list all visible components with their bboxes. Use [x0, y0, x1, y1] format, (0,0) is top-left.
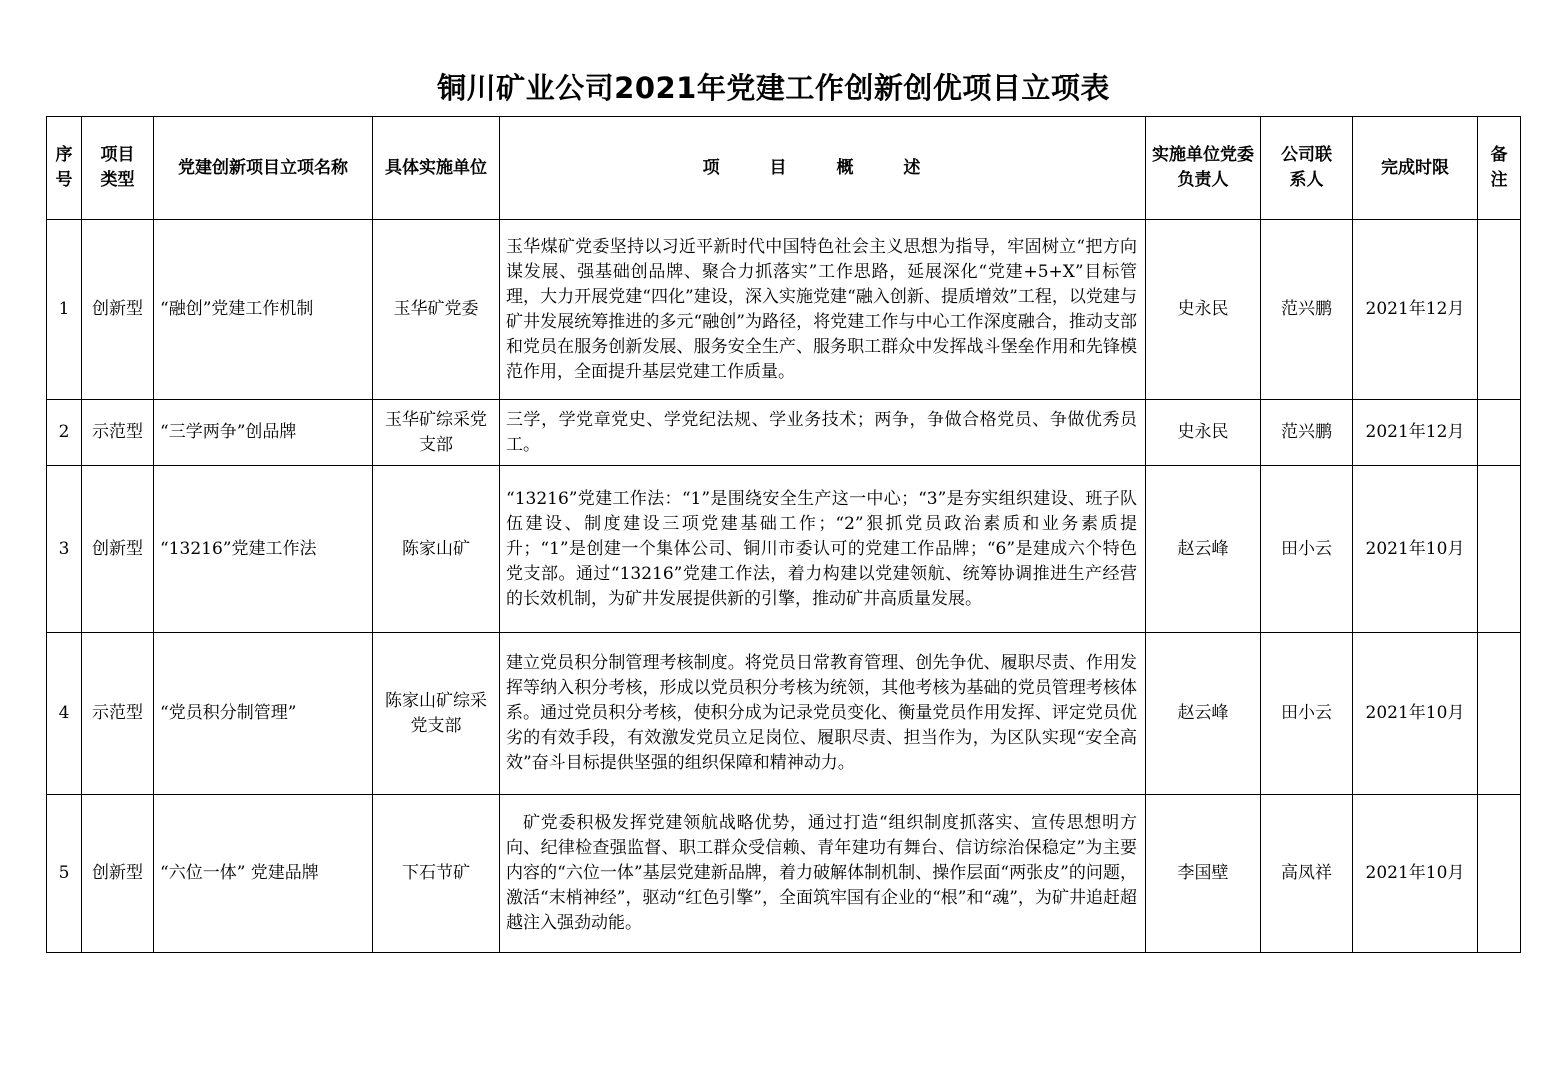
- table-row: [47, 795, 1521, 953]
- row-name: “融创”党建工作机制: [154, 220, 373, 400]
- row-contact: 范兴鹏: [1261, 400, 1353, 466]
- row-type: 创新型: [82, 795, 154, 953]
- row-summary: 矿党委积极发挥党建领航战略优势，通过打造“组织制度抓落实、宣传思想明方向、纪律检查强监督、职工群众受信赖、青年建功有舞台、信访综治保稳定”为主要内容的“六位一体”基层党建新品牌，着力破解体制机制、操作层面“两张皮”的问题，激活“末梢神经”，驱动“红色引擎”，全面筑牢国有企业的“根”和“魂”，为矿井追赶超越注入强劲动能。: [500, 795, 1146, 953]
- header-contact: 公司联系人: [1261, 117, 1353, 220]
- row-remark: [1478, 220, 1521, 400]
- row-seq: 4: [47, 633, 82, 795]
- row-unit: 陈家山矿综采党支部: [373, 633, 500, 795]
- row-unit: 玉华矿综采党支部: [373, 400, 500, 466]
- row-contact: 田小云: [1261, 633, 1353, 795]
- header-name: 党建创新项目立项名称: [154, 117, 373, 220]
- row-leader: 赵云峰: [1146, 466, 1261, 633]
- header-unit: 具体实施单位: [373, 117, 500, 220]
- row-remark: [1478, 795, 1521, 953]
- row-deadline: 2021年10月: [1353, 633, 1478, 795]
- row-name: “六位一体” 党建品牌: [154, 795, 373, 953]
- row-seq: 1: [47, 220, 82, 400]
- row-seq: 5: [47, 795, 82, 953]
- header-type: 项目类型: [82, 117, 154, 220]
- header-seq: 序号: [47, 117, 82, 220]
- row-leader: 赵云峰: [1146, 633, 1261, 795]
- header-summary: 项 目 概 述: [500, 117, 1146, 220]
- page-title: 铜川矿业公司2021年党建工作创新创优项目立项表: [437, 71, 1110, 105]
- row-name: “三学两争”创品牌: [154, 400, 373, 466]
- row-seq: 3: [47, 466, 82, 633]
- row-name: “党员积分制管理”: [154, 633, 373, 795]
- row-contact: 高凤祥: [1261, 795, 1353, 953]
- row-unit: 下石节矿: [373, 795, 500, 953]
- header-row: [47, 117, 1521, 220]
- row-summary: 建立党员积分制管理考核制度。将党员日常教育管理、创先争优、履职尽责、作用发挥等纳入积分考核，形成以党员积分考核为统领，其他考核为基础的党员管理考核体系。通过党员积分考核，使积分成为记录党员变化、衡量党员作用发挥、评定党员优劣的有效手段，有效激发党员立足岗位、履职尽责、担当作为，为区队实现“安全高效”奋斗目标提供坚强的组织保障和精神动力。: [500, 633, 1146, 795]
- row-unit: 玉华矿党委: [373, 220, 500, 400]
- header-remark: 备注: [1478, 117, 1521, 220]
- row-name: “13216”党建工作法: [154, 466, 373, 633]
- table-row: [47, 220, 1521, 400]
- row-deadline: 2021年12月: [1353, 400, 1478, 466]
- row-contact: 田小云: [1261, 466, 1353, 633]
- row-summary: “13216”党建工作法：“1”是围绕安全生产这一中心；“3”是夯实组织建设、班子队伍建设、制度建设三项党建基础工作；“2”狠抓党员政治素质和业务素质提升；“1”是创建一个集体公司、铜川市委认可的党建工作品牌；“6”是建成六个特色党支部。通过“13216”党建工作法，着力构建以党建领航、统筹协调推进生产经营的长效机制，为矿井发展提供新的引擎，推动矿井高质量发展。: [500, 466, 1146, 633]
- row-leader: 李国壁: [1146, 795, 1261, 953]
- header-deadline: 完成时限: [1353, 117, 1478, 220]
- header-leader: 实施单位党委负责人: [1146, 117, 1261, 220]
- table-row: [47, 400, 1521, 466]
- row-unit: 陈家山矿: [373, 466, 500, 633]
- row-type: 示范型: [82, 633, 154, 795]
- project-table: [46, 116, 1521, 953]
- row-summary: 三学，学党章党史、学党纪法规、学业务技术；两争，争做合格党员、争做优秀员工。: [500, 400, 1146, 466]
- row-deadline: 2021年10月: [1353, 466, 1478, 633]
- row-leader: 史永民: [1146, 220, 1261, 400]
- row-type: 创新型: [82, 466, 154, 633]
- row-type: 示范型: [82, 400, 154, 466]
- row-remark: [1478, 466, 1521, 633]
- row-seq: 2: [47, 400, 82, 466]
- row-leader: 史永民: [1146, 400, 1261, 466]
- row-deadline: 2021年10月: [1353, 795, 1478, 953]
- table-row: [47, 633, 1521, 795]
- row-contact: 范兴鹏: [1261, 220, 1353, 400]
- table-row: [47, 466, 1521, 633]
- row-remark: [1478, 633, 1521, 795]
- row-type: 创新型: [82, 220, 154, 400]
- row-summary: 玉华煤矿党委坚持以习近平新时代中国特色社会主义思想为指导，牢固树立“把方向谋发展、强基础创品牌、聚合力抓落实”工作思路，延展深化“党建+5+X”目标管理，大力开展党建“四化”建设，深入实施党建“融入创新、提质增效”工程，以党建与矿井发展统筹推进的多元“融创”为路径，将党建工作与中心工作深度融合，推动支部和党员在服务创新发展、服务安全生产、服务职工群众中发挥战斗堡垒作用和先锋模范作用，全面提升基层党建工作质量。: [500, 220, 1146, 400]
- row-deadline: 2021年12月: [1353, 220, 1478, 400]
- row-remark: [1478, 400, 1521, 466]
